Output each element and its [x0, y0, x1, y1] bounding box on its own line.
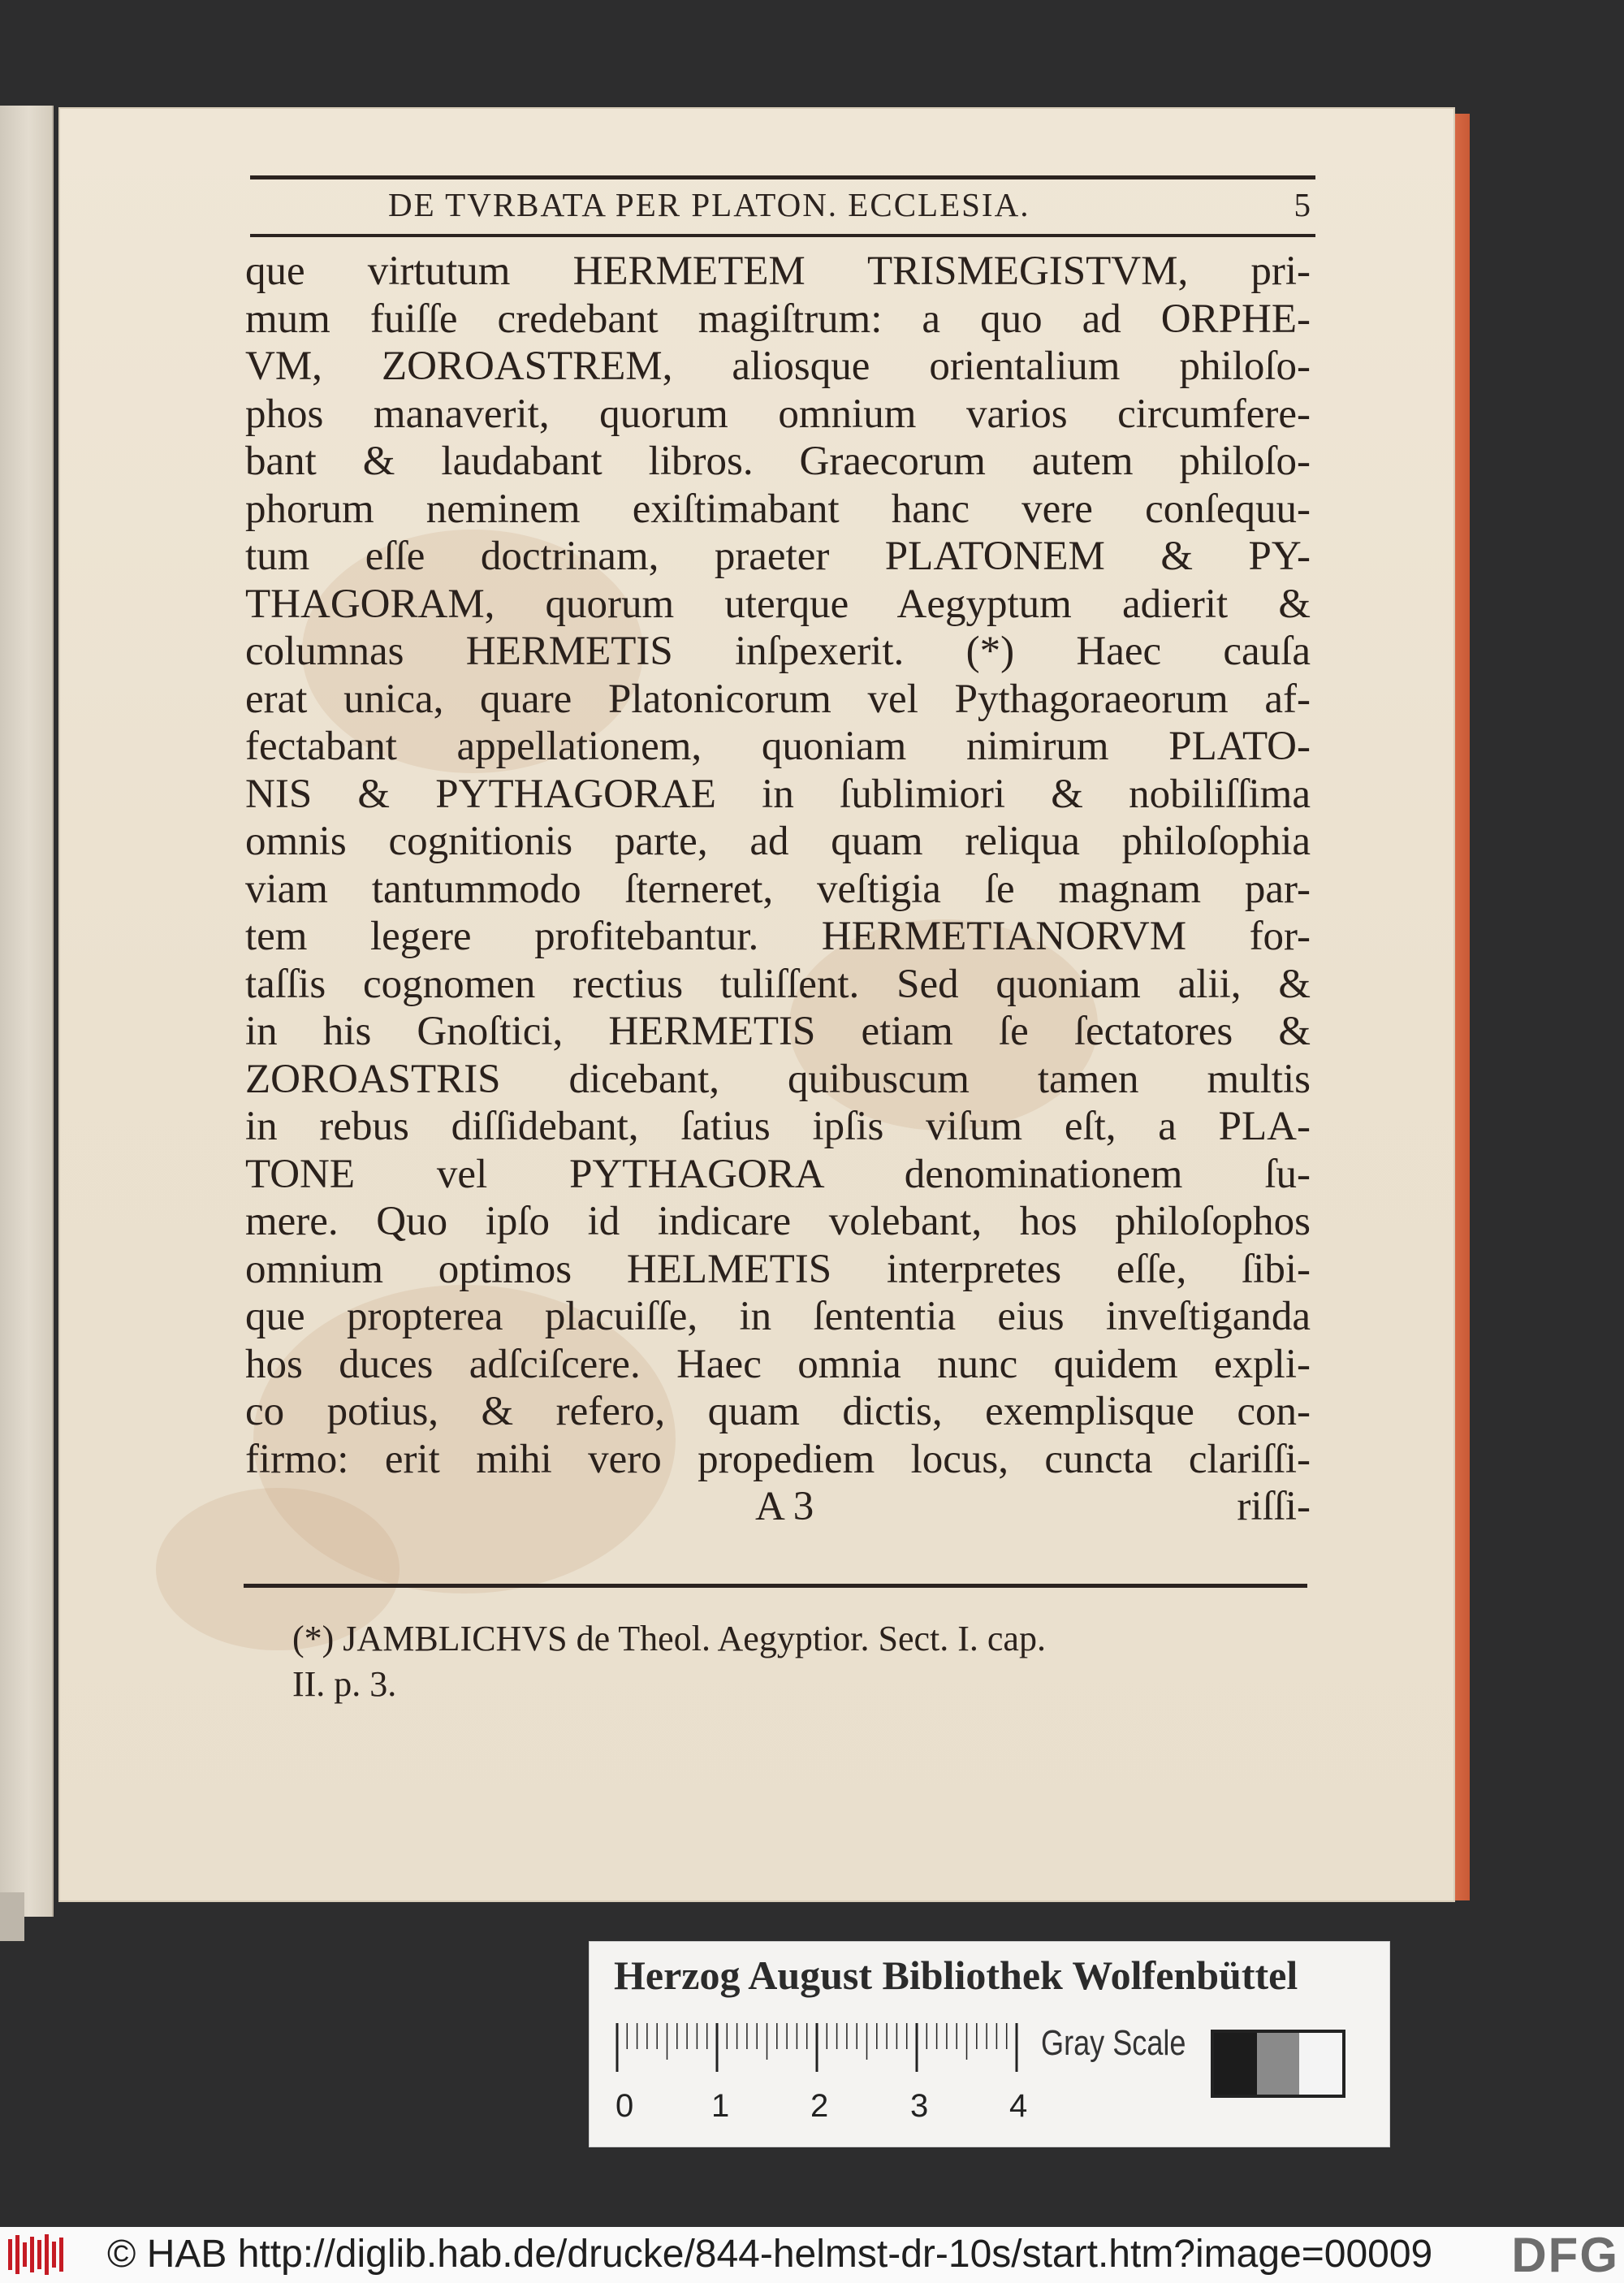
text-line: que propterea placuiſſe, in ſententia eius inveſtiganda — [245, 1294, 1311, 1339]
footer-url[interactable]: © HAB http://diglib.hab.de/drucke/844-helmst-dr-10s/start.htm?image=00009 — [107, 2233, 1433, 2276]
hab-logo-icon — [8, 2233, 67, 2276]
text-line: TONE vel PYTHAGORA denominationem ſu- — [245, 1151, 1311, 1197]
adjacent-page-strip — [0, 1892, 24, 1941]
archive-label — [589, 1941, 1390, 2147]
text-line: in his Gnoſtici, HERMETIS etiam ſe ſectatores & — [245, 1009, 1311, 1054]
text-line: in rebus diſſidebant, ſatius ipſis viſum eſt, a PLA- — [245, 1104, 1311, 1149]
running-head — [252, 185, 1315, 227]
measurement-ruler — [615, 2015, 1038, 2137]
ruler-number: 1 — [711, 2088, 730, 2124]
text-line: co potius, & refero, quam dictis, exemplisque con- — [245, 1389, 1311, 1434]
text-line: THAGORAM, quorum uterque Aegyptum adierit & — [245, 581, 1311, 627]
text-line: omnis cognitionis parte, ad quam reliqua philoſophia — [245, 819, 1311, 864]
footnote-line: II. p. 3. — [292, 1664, 397, 1704]
footnote-rule — [244, 1584, 1307, 1588]
adjacent-page-edge — [0, 106, 54, 1917]
footnote-line: (*) JAMBLICHVS de Theol. Aegyptior. Sect. I. cap. — [292, 1619, 1046, 1658]
header-bottom-rule — [250, 234, 1315, 237]
footnote — [292, 1616, 1307, 1707]
footer-bar — [0, 2227, 1624, 2283]
gray-patch-dark — [1214, 2033, 1257, 2095]
text-line: taſſis cognomen rectius tuliſſent. Sed quoniam alii, & — [245, 961, 1311, 1007]
text-line: NIS & PYTHAGORAE in ſublimiori & nobiliſſima — [245, 771, 1311, 817]
main-text-block — [245, 248, 1311, 1531]
catchword: riſſi- — [1237, 1484, 1311, 1529]
text-line: hos duces adſciſcere. Haec omnia nunc quidem expli- — [245, 1341, 1311, 1387]
running-head-title: DE TVRBATA PER PLATON. ECCLESIA. — [388, 186, 1030, 223]
text-line: mum fuiſſe credebant magiſtrum: a quo ad ORPHE- — [245, 296, 1311, 342]
text-line: phorum neminem exiſtimabant hanc vere conſequu- — [245, 486, 1311, 532]
text-line: viam tantummodo ſterneret, veſtigia ſe magnam par- — [245, 866, 1311, 912]
gray-scale-chart — [1211, 2030, 1345, 2098]
gray-patch-light — [1299, 2033, 1342, 2095]
text-line: VM, ZOROASTREM, aliosque orientalium philoſo- — [245, 344, 1311, 389]
ruler-number: 3 — [910, 2088, 929, 2124]
text-line: omnium optimos HELMETIS interpretes eſſe, ſibi- — [245, 1246, 1311, 1292]
page-red-edge — [1453, 114, 1470, 1900]
ruler-number: 0 — [615, 2088, 634, 2124]
text-line: tum eſſe doctrinam, praeter PLATONEM & PY- — [245, 534, 1311, 579]
text-line: erat unica, quare Platonicorum vel Pythagoraeorum af- — [245, 676, 1311, 722]
text-line: fectabant appellationem, quoniam nimirum PLATO- — [245, 724, 1311, 769]
text-line: columnas HERMETIS inſpexerit. (*) Haec cauſa — [245, 629, 1311, 674]
header-top-rule — [250, 175, 1315, 179]
text-line: que virtutum HERMETEM TRISMEGISTVM, pri- — [245, 249, 1311, 294]
dfg-logo: DFG — [1511, 2228, 1619, 2282]
text-line: phos manaverit, quorum omnium varios circumfere- — [245, 391, 1311, 437]
text-line: ZOROASTRIS dicebant, quibuscum tamen multis — [245, 1056, 1311, 1102]
text-line: mere. Quo ipſo id indicare volebant, hos philoſophos — [245, 1199, 1311, 1244]
institution-name: Herzog August Bibliothek Wolfenbüttel — [614, 1952, 1298, 1998]
text-line: firmo: erit mihi vero propediem locus, cuncta clariſſi- — [245, 1436, 1311, 1482]
ruler-number: 4 — [1009, 2088, 1028, 2124]
gray-scale-label: Gray Scale — [1041, 2023, 1186, 2063]
ruler-number: 2 — [810, 2088, 829, 2124]
text-line: tem legere profitebantur. HERMETIANORVM for- — [245, 914, 1311, 959]
text-line: bant & laudabant libros. Graecorum autem philoſo- — [245, 439, 1311, 484]
signature-line — [245, 1483, 1311, 1531]
gray-patch-mid — [1257, 2033, 1300, 2095]
signature-mark: A 3 — [755, 1484, 814, 1529]
page-number: 5 — [1294, 186, 1312, 223]
